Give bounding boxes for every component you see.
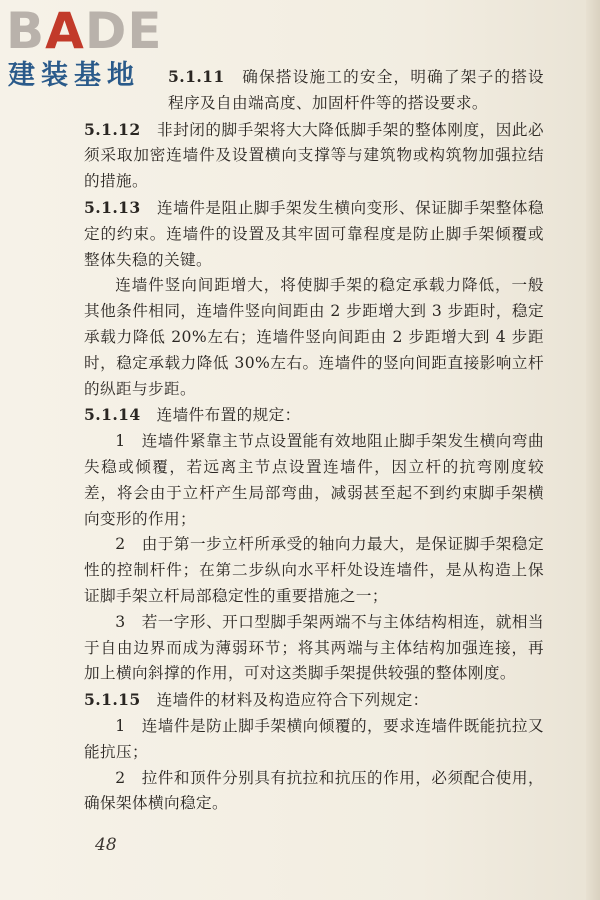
logo-subtitle: 建装基地 bbox=[8, 60, 140, 91]
document-body bbox=[84, 64, 544, 817]
paragraph-text: 连墙件的材料及构造应符合下列规定： bbox=[156, 691, 429, 710]
paragraph-5-1-13 bbox=[84, 195, 544, 273]
paragraph-5-1-15 bbox=[84, 687, 544, 714]
list-item bbox=[84, 766, 544, 818]
paragraph-text: 1 连墙件是防止脚手架横向倾覆的，要求连墙件既能抗拉又能抗压； bbox=[84, 716, 544, 761]
paragraph-text: 3 若一字形、开口型脚手架两端不与主体结构相连，就相当于自由边界而成为薄弱环节；将其两端与主体结构加强连接，再加上横向斜撑的作用，可对这类脚手架提供较强的整体刚度。 bbox=[84, 612, 544, 683]
section-number: 5.1.14 bbox=[84, 405, 141, 425]
paragraph-text: 2 拉件和顶件分别具有抗拉和抗压的作用，必须配合使用，确保架体横向稳定。 bbox=[84, 768, 544, 813]
paragraph-5-1-14 bbox=[84, 402, 544, 429]
list-item bbox=[84, 610, 544, 687]
section-number: 5.1.11 bbox=[168, 67, 225, 86]
paragraph-5-1-12 bbox=[84, 117, 544, 195]
paragraph-5-1-11 bbox=[84, 64, 544, 117]
paragraph-text: 1 连墙件紧靠主节点设置能有效地阻止脚手架发生横向弯曲失稳或倾覆，若远离主节点设置连墙件，因立杆的抗弯刚度较差，将会由于立杆产生局部弯曲，减弱甚至起不到约束脚手架横向变形的作用； bbox=[84, 432, 544, 528]
paragraph-text: 连墙件竖向间距增大，将使脚手架的稳定承载力降低，一般其他条件相同，连墙件竖向间距由 2 步距增大到 3 步距时，稳定承载力降低 20%左右；连墙件竖向间距由 2 步距增大到 4 步距时，稳定承载力降低 30%左右。连墙件的竖向间距直接影响立杆的纵距与步距。 bbox=[84, 276, 544, 398]
paragraph-text: 非封闭的脚手架将大大降低脚手架的整体刚度，因此必须采取加密连墙件及设置横向支撑等与建筑物或构筑物加强拉结的措施。 bbox=[84, 120, 544, 191]
page-number: 48 bbox=[95, 835, 117, 855]
paragraph-text: 2 由于第一步立杆所承受的轴向力最大，是保证脚手架稳定性的控制杆件；在第二步纵向水平杆处设连墙件，是从构造上保证脚手架立杆局部稳定性的重要措施之一； bbox=[84, 535, 544, 605]
list-item bbox=[84, 714, 544, 766]
paragraph-spacing-note bbox=[84, 273, 544, 402]
book-spine-shadow bbox=[586, 0, 600, 900]
paragraph-text: 连墙件布置的规定： bbox=[156, 406, 301, 425]
list-item bbox=[84, 532, 544, 609]
section-number: 5.1.12 bbox=[84, 119, 141, 139]
list-item bbox=[84, 429, 544, 532]
paragraph-text: 确保搭设施工的安全，明确了架子的搭设程序及自由端高度、加固杆件等的搭设要求。 bbox=[168, 68, 544, 112]
logo-brand: BADE bbox=[6, 2, 163, 60]
section-number: 5.1.15 bbox=[84, 690, 141, 710]
section-number: 5.1.13 bbox=[84, 197, 141, 217]
paragraph-text: 连墙件是阻止脚手架发生横向变形、保证脚手架整体稳定的约束。连墙件的设置及其牢固可靠程度是防止脚手架倾覆或整体失稳的关键。 bbox=[84, 198, 544, 269]
